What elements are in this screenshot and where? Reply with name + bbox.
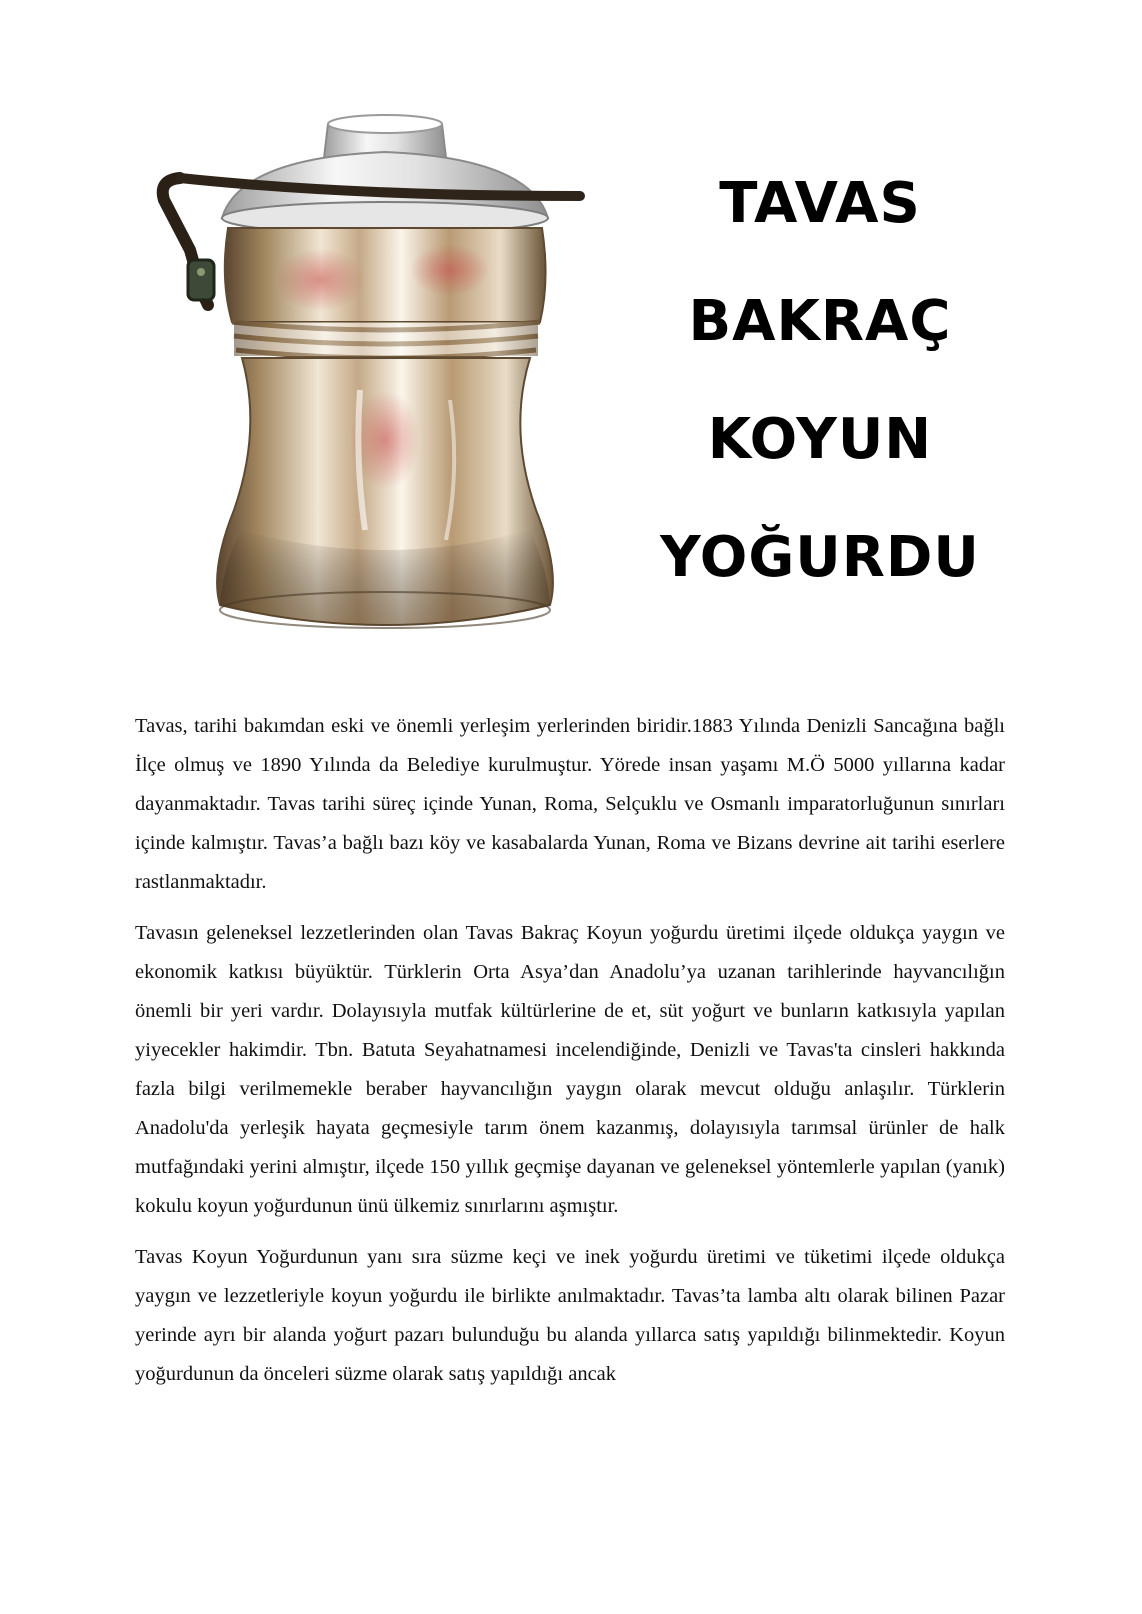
paragraph-yogurt-market: Tavas Koyun Yoğurdunun yanı sıra süzme keçi ve inek yoğurdu üretimi ve tüketimi ilçede oldukça yaygın ve lezzetleriyle koyun yoğurdu ile birlikte anılmaktadır. Tavas’ta lamba altı olarak bilinen Pazar yerinde ayrı bir alanda yoğurt pazarı bulunduğu bu alanda yıllarca satış yapıldığı bilinmektedir. Koyun yoğurdunun da önceleri süzme olarak satış yapıldığı ancak [135,1246,1005,1385]
page-title [610,145,1030,617]
paragraph-history: Tavas, tarihi bakımdan eski ve önemli yerleşim yerlerinden biridir.1883 Yılında Denizli Sancağına bağlı İlçe olmuş ve 1890 Yılında da Belediye kurulmuştur. Yörede insan yaşamı M.Ö 5000 yıllarına kadar dayanmaktadır. Tavas tarihi süreç içinde Yunan, Roma, Selçuklu ve Osmanlı imparatorluğunun sınırları içinde kalmıştır. Tavas’a bağlı bazı köy ve kasabalarda Yunan, Roma ve Bizans devrine ait tarihi eserlere rastlanmaktadır. [135,715,1005,893]
article-body [135,707,1005,1406]
title-line-1: TAVAS [719,171,921,236]
paragraph-yogurt-tradition: Tavasın geleneksel lezzetlerinden olan Tavas Bakraç Koyun yoğurdu üretimi ilçede oldukça yaygın ve ekonomik katkısı büyüktür. Türklerin Orta Asya’dan Anadolu’ya uzanan tarihlerinde hayvancılığın önemli bir yeri vardır. Dolayısıyla mutfak kültürlerine de et, süt yoğurt ve bunların katkısıyla yapılan yiyecekler hakimdir. Tbn. Batuta Seyahatnamesi incelendiğinde, Denizli ve Tavas'ta cinsleri hakkında fazla bilgi verilmemekle beraber hayvancılığın yaygın olarak mevcut olduğu anlaşılır. Türklerin Anadolu'da yerleşik hayata geçmesiyle tarım önem kazanmış, dolayısıyla tarımsal ürünler de halk mutfağındaki yerini almıştır, ilçede 150 yıllık geçmişe dayanan ve geleneksel yöntemlerle yapılan (yanık) kokulu koyun yoğurdunun ünü ülkemiz sınırlarını aşmıştır. [135,922,1005,1217]
copper-pot-with-lid-icon [150,100,620,660]
title-line-4: YOĞURDU [660,525,980,590]
title-line-3: KOYUN [707,407,933,472]
title-line-2: BAKRAÇ [688,289,952,354]
